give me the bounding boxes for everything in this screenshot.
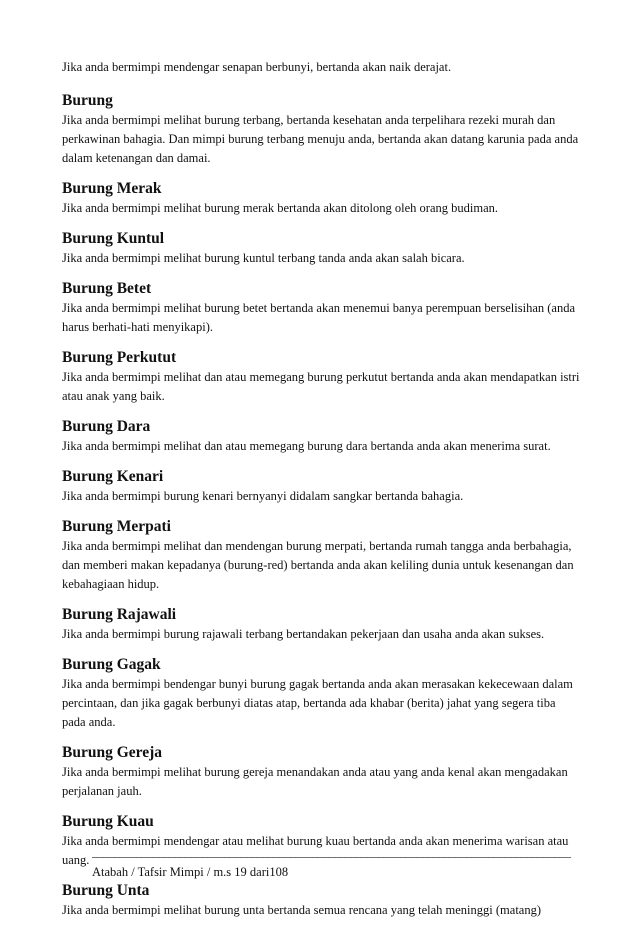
entry-burung-kenari <box>62 467 582 506</box>
entry-text: Jika anda bermimpi melihat burung gereja menandakan anda atau yang anda kenal akan mengadakan perjalanan jauh. <box>62 765 568 798</box>
entry-heading: Burung Unta <box>62 882 150 899</box>
entry-burung-unta <box>62 881 582 920</box>
entry-heading: Burung Merak <box>62 180 162 197</box>
entry-heading: Burung <box>62 92 113 109</box>
entry-burung-dara <box>62 417 582 456</box>
entry-burung-merpati <box>62 517 582 594</box>
entry-text: Jika anda bermimpi melihat dan atau memegang burung perkutut bertanda anda akan mendapatkan istri atau anak yang baik. <box>62 370 580 403</box>
entry-text: Jika anda bermimpi melihat burung unta bertanda semua rencana yang telah meninggi (matang) <box>62 903 541 917</box>
entry-text: Jika anda bermimpi melihat burung kuntul terbang tanda anda akan salah bicara. <box>62 251 465 265</box>
entry-text: Jika anda bermimpi mendengar atau melihat burung kuau bertanda anda akan menerima warisan atau uang. <box>62 834 569 867</box>
entry-heading: Burung Kuau <box>62 813 154 830</box>
entry-heading: Burung Kuntul <box>62 230 165 247</box>
entry-burung-merak <box>62 179 582 218</box>
entry-heading: Burung Gereja <box>62 744 163 761</box>
entry-burung <box>62 91 582 168</box>
entry-burung-gagak <box>62 655 582 732</box>
page-content <box>62 58 582 931</box>
entry-burung-gereja <box>62 743 582 801</box>
entry-text: Jika anda bermimpi melihat burung merak bertanda akan ditolong oleh orang budiman. <box>62 201 498 215</box>
entry-text: Jika anda bermimpi melihat dan mendengan burung merpati, bertanda rumah tangga anda berbahagia, dan memberi makan kepadanya (burung-red) bertanda anda akan keliling dunia untuk kesenangan dan kebahagiaan hidup. <box>62 539 574 591</box>
entry-text: Jika anda bermimpi melihat burung terbang, bertanda kesehatan anda terpelihara rezeki murah dan perkawinan bahagia. Dan mimpi burung terbang menuju anda, bertanda akan datang karunia pada anda dalam ketenangan dan damai. <box>62 113 579 165</box>
entry-heading: Burung Dara <box>62 418 151 435</box>
entry-burung-betet <box>62 279 582 337</box>
entry-burung-rajawali <box>62 605 582 644</box>
entry-text: Jika anda bermimpi burung kenari bernyanyi didalam sangkar bertanda bahagia. <box>62 489 464 503</box>
entry-heading: Burung Merpati <box>62 518 171 535</box>
entry-heading: Burung Kenari <box>62 468 164 485</box>
page-footer <box>92 845 578 881</box>
entry-heading: Burung Betet <box>62 280 152 297</box>
entry-heading: Burung Gagak <box>62 656 161 673</box>
entry-text: Jika anda bermimpi melihat dan atau memegang burung dara bertanda anda akan menerima surat. <box>62 439 551 453</box>
footer-text: Atabah / Tafsir Mimpi / m.s 19 dari108 <box>92 865 289 879</box>
entry-burung-kuntul <box>62 229 582 268</box>
entry-text: Jika anda bermimpi burung rajawali terbang bertandakan pekerjaan dan usaha anda akan sukses. <box>62 627 545 641</box>
entry-text: Jika anda bermimpi melihat burung betet bertanda akan menemui banya perempuan berselisihan (anda harus berhati-hati menyikapi). <box>62 301 576 334</box>
entry-heading: Burung Rajawali <box>62 606 177 623</box>
intro-paragraph: Jika anda bermimpi mendengar senapan berbunyi, bertanda akan naik derajat. <box>62 60 452 74</box>
entry-text: Jika anda bermimpi bendengar bunyi burung gagak bertanda anda akan merasakan kekecewaan dalam percintaan, dan jika gagak berbunyi diatas atap, bertanda ada khabar (berita) jahat yang segera tiba pada anda. <box>62 677 573 729</box>
footer-rule: _______________________________________________________________________________________ <box>92 845 571 859</box>
entry-burung-perkutut <box>62 348 582 406</box>
entry-heading: Burung Perkutut <box>62 349 177 366</box>
